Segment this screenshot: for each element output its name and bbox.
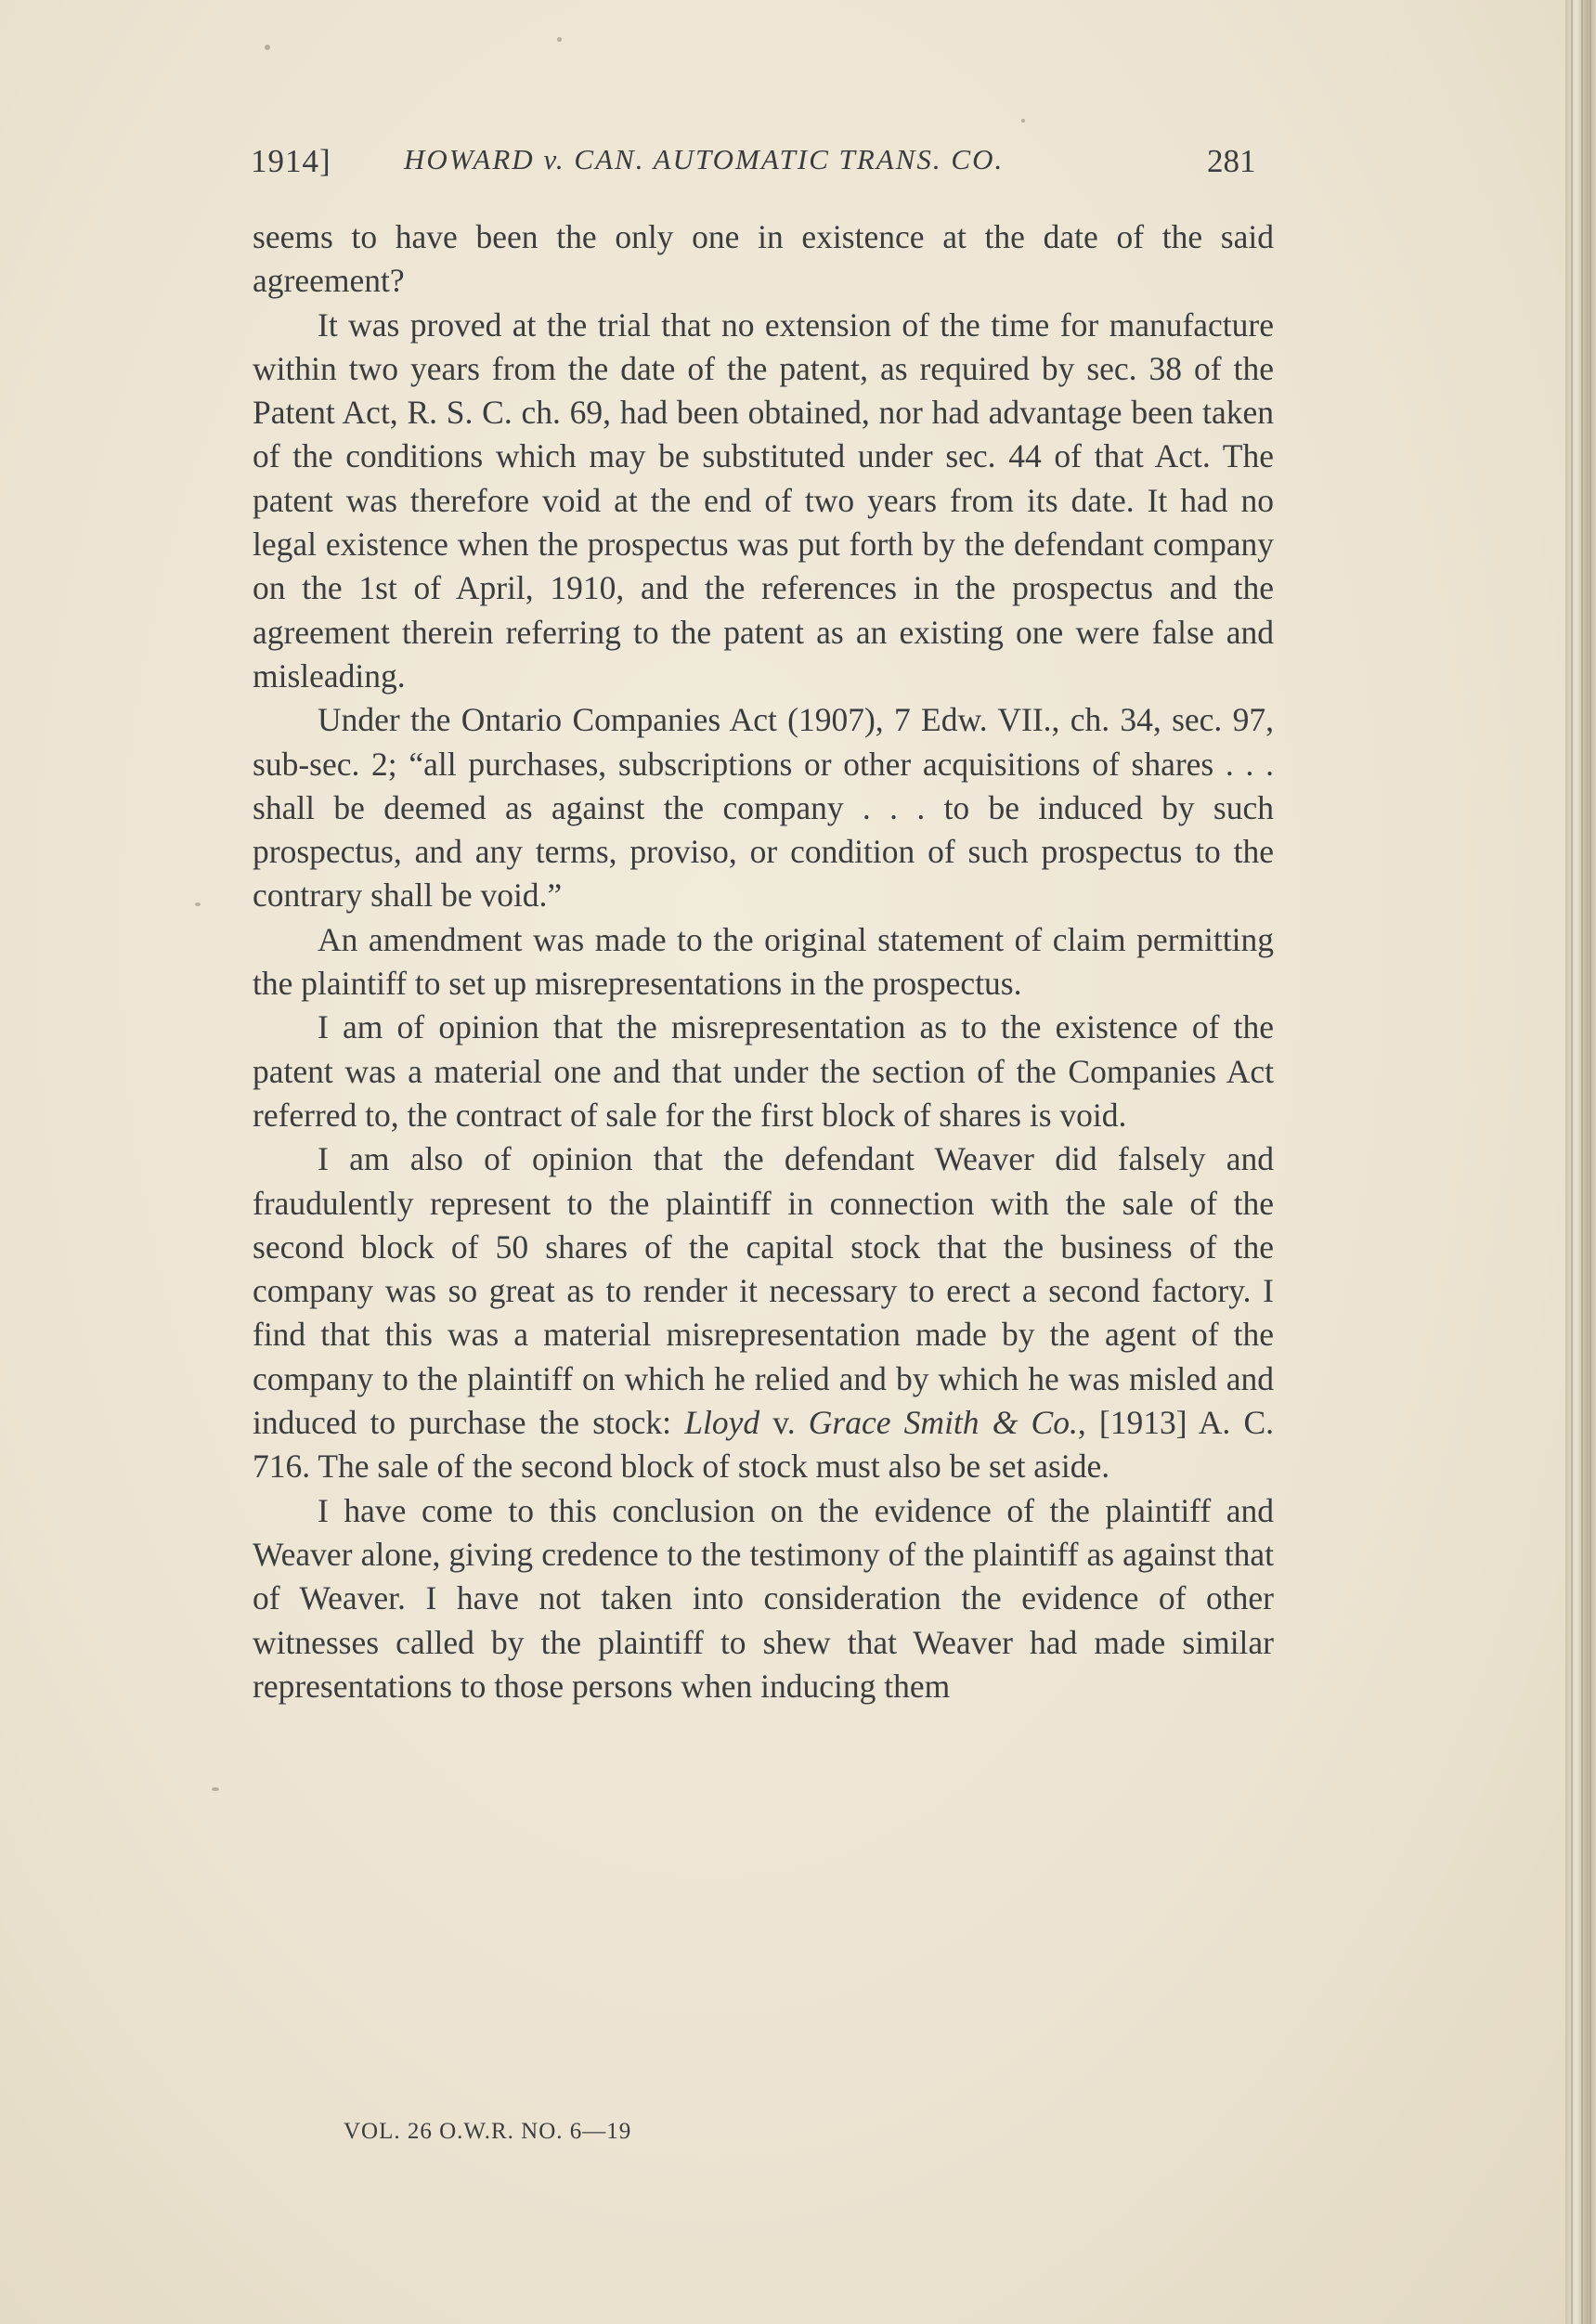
running-header <box>251 139 1272 195</box>
paragraph-3: Under the Ontario Companies Act (1907), 7 Edw. VII., ch. 34, sec. 97, sub-sec. 2; “all purchases, subscriptions or other acquisitions of shares . . . shall be deemed as against the company . . . to be induced by such prospectus, and any terms, proviso, or condition of such prospectus to the contrary shall be void.” <box>253 701 1274 915</box>
edge-line <box>1581 0 1583 2324</box>
speck <box>212 1787 219 1791</box>
edge-line <box>1590 0 1591 2324</box>
paragraph-2: It was proved at the trial that no extension of the time for manufacture within two years from the date of the patent, as required by sec. 38 of the Patent Act, R. S. C. ch. 69, had been obtained, nor had advantage been taken of the conditions which may be substituted under sec. 44 of that Act. The patent was therefore void at the end of two years from its date. It had no legal existence when the prospectus was put forth by the defendant company on the 1st of April, 1910, and the references in the prospectus and the agreement therein referring to the patent as an existing one were false and misleading. <box>253 305 1274 695</box>
paragraph-6-text: I am also of opinion that the defendant Weaver did falsely and fraudulently represent to the plaintiff in connection with the sale of the second block of 50 shares of the capital stock that the business of the company was so great as to render it necessary to erect a second factory. I find that this was a material misrepresentation made by the agent of the company to the plaintiff on which he relied and by which he was misled and induced to purchase the stock: <box>253 1140 1274 1442</box>
case-party-1: Lloyd <box>684 1404 760 1442</box>
paragraph-1: seems to have been the only one in existence at the date of the said agreement? <box>253 218 1274 300</box>
case-versus: v. <box>759 1404 809 1442</box>
running-title: HOWARD v. CAN. AUTOMATIC TRANS. CO. <box>404 143 1005 175</box>
signature-mark: VOL. 26 O.W.R. NO. 6—19 <box>344 2119 632 2144</box>
speck <box>265 45 270 50</box>
speck <box>557 37 562 42</box>
header-year: 1914] <box>251 143 331 179</box>
paragraph-7: I have come to this conclusion on the evidence of the plaintiff and Weaver alone, giving credence to the testimony of the plaintiff as against that of Weaver. I have not taken into consideration the evidence of other witnesses called by the plaintiff to shew that Weaver had made similar representations to those persons when inducing them <box>253 1491 1274 1705</box>
page-edge <box>1565 0 1596 2324</box>
page-number: 281 <box>1207 143 1256 179</box>
case-party-2: Grace Smith & Co. <box>808 1404 1078 1442</box>
edge-line <box>1571 0 1573 2324</box>
paragraph-5: I am of opinion that the misrepresentation as to the existence of the patent was a material one and that under the section of the Companies Act referred to, the contract of sale for the first block of shares is void. <box>253 1008 1274 1134</box>
page-body <box>253 215 1274 1708</box>
paragraph-4: An amendment was made to the original statement of claim permitting the plaintiff to set up misrepresentations in the prospectus. <box>253 920 1274 1003</box>
speck <box>1021 119 1025 123</box>
paragraph-6-citation: , [1913] A. C. 716. The sale of the second block of stock must also be set aside. <box>253 1404 1274 1486</box>
paragraph-6 <box>253 1137 1274 1488</box>
speck <box>195 902 201 906</box>
